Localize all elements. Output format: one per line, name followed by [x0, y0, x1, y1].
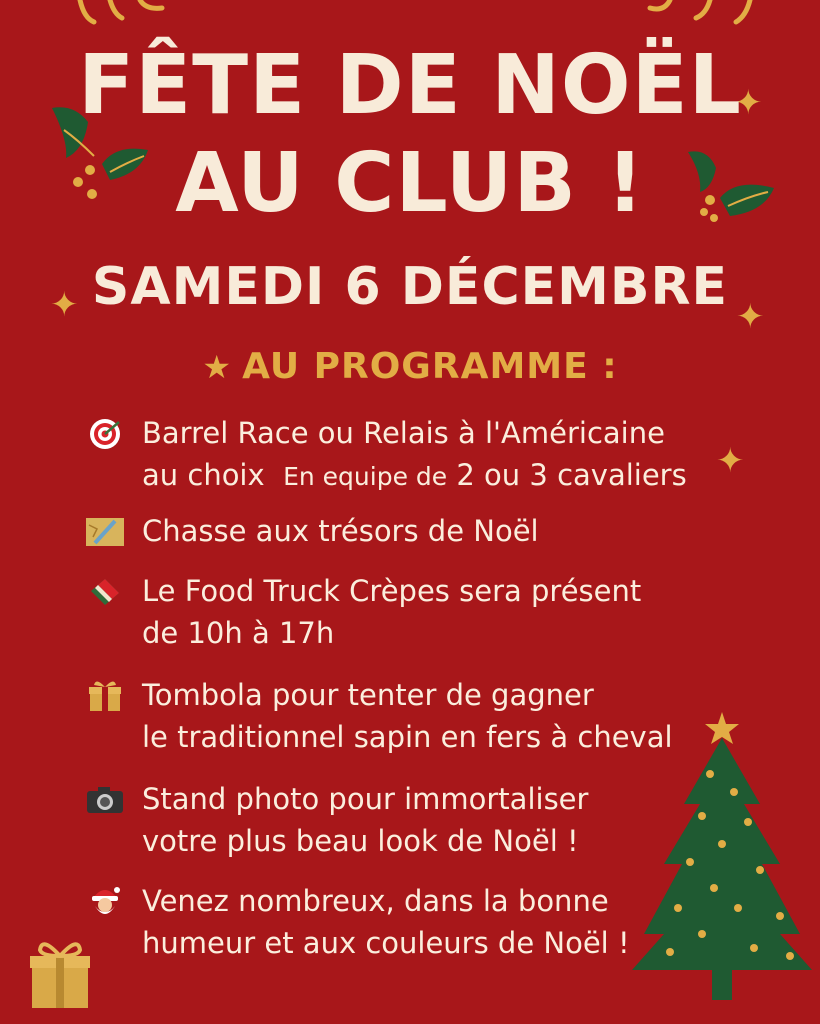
- event-date: SAMEDI 6 DÉCEMBRE: [91, 257, 729, 317]
- gift-box-icon: [28, 938, 92, 1010]
- sparkle-icon: ✦: [734, 83, 763, 123]
- program-heading: ★ AU PROGRAMME :: [202, 346, 618, 387]
- sparkle-icon: ✦: [716, 441, 745, 481]
- star-icon: ★: [202, 348, 233, 386]
- sparkle-icon: ✦: [50, 285, 79, 325]
- title-line-2: AU CLUB !: [175, 136, 645, 231]
- antler-right-icon: [640, 0, 760, 26]
- christmas-tree-icon: [630, 694, 820, 1004]
- item-text: Stand photo pour immortaliser votre plus beau look de Noël !: [142, 782, 589, 858]
- item-text: Le Food Truck Crèpes sera présent de 10h à 17h: [142, 574, 642, 650]
- item-text: Tombola pour tenter de gagner le traditionnel sapin en fers à cheval: [142, 678, 673, 754]
- crepe-icon: [84, 572, 126, 612]
- santa-icon: [84, 882, 126, 922]
- item-text: Barrel Race ou Relais à l'Américaine au choix En equipe de 2 ou 3 cavaliers: [142, 416, 687, 492]
- gift-icon: [84, 676, 126, 716]
- title-line-1: FÊTE DE NOËL: [78, 38, 742, 133]
- target-icon: [84, 414, 126, 454]
- sparkle-icon: ✦: [736, 297, 765, 337]
- antler-left-icon: [70, 0, 180, 26]
- item-text: Venez nombreux, dans la bonne humeur et aux couleurs de Noël !: [142, 884, 630, 960]
- camera-icon: [84, 780, 126, 820]
- treasure-map-icon: [84, 512, 126, 552]
- item-text: Chasse aux trésors de Noël: [142, 514, 539, 548]
